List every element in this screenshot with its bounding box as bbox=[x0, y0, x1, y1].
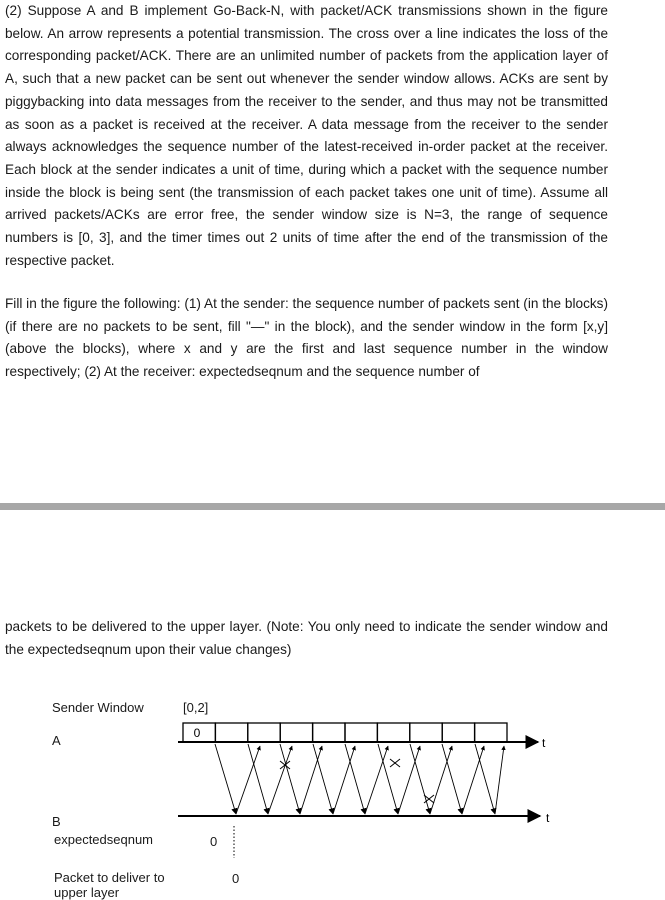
host-b-label: B bbox=[52, 814, 61, 829]
ack-arrow bbox=[300, 746, 322, 814]
initial-delivered-value: 0 bbox=[232, 871, 240, 886]
sender-time-block bbox=[280, 723, 312, 742]
sender-time-block bbox=[410, 723, 442, 742]
packet-arrow bbox=[248, 744, 268, 814]
expectedseqnum-label: expectedseqnum bbox=[54, 832, 154, 847]
packet-arrow bbox=[280, 744, 300, 814]
sender-time-block bbox=[442, 723, 474, 742]
initial-window-value: [0,2] bbox=[183, 700, 209, 715]
ack-arrow bbox=[365, 746, 388, 814]
sender-window-label: Sender Window bbox=[52, 700, 144, 715]
first-block-seq: 0 bbox=[193, 726, 201, 740]
sender-time-block bbox=[377, 723, 409, 742]
packet-arrow bbox=[215, 744, 236, 814]
packet-arrow bbox=[378, 744, 398, 814]
gbn-timing-diagram bbox=[0, 680, 665, 825]
ack-arrow bbox=[430, 746, 452, 814]
question-task-part1: Fill in the figure the following: (1) At the sender: the sequence number of packets sent (in the blocks) (if there are no packets to be sent, fill "—" in the block), and the sender window in the form [x,y] (above the blocks), where x and y are the first and last sequence number in the window respectively; (2) At the receiver: expectedseqnum and the sequence number of bbox=[5, 296, 608, 380]
packet-arrow bbox=[345, 744, 365, 814]
packet-arrow bbox=[442, 744, 462, 814]
question-task-part2: packets to be delivered to the upper layer. (Note: You only need to indicate the sender window and the expectedseqnum upon their value changes) bbox=[5, 619, 608, 657]
ack-arrow bbox=[398, 746, 420, 814]
packet-arrow bbox=[313, 744, 333, 814]
ack-arrow bbox=[236, 746, 260, 814]
receiver-time-axis-label: t bbox=[546, 811, 550, 825]
initial-expectedseqnum-value: 0 bbox=[210, 834, 218, 849]
question-intro: (2) Suppose A and B implement Go-Back-N, with packet/ACK transmissions shown in the figure below. An arrow represents a potential transmission. The cross over a line indicates the loss of the corresponding packet/ACK. There are an unlimited number of packets from the application layer of A, such that a new packet can be sent out whenever the sender window allows. ACKs are sent by piggybacking into data messages from the receiver to the sender, and thus may not be transmitted as soon as a packet is received at the receiver. A data message from the receiver to the sender always acknowledges the sequence number of the latest-received in-order packet at the receiver. Each block at the sender indicates a unit of time, during which a packet with the sequence number inside the block is being sent (the transmission of each packet takes one unit of time). Assume all arrived packets/ACKs are error free, the sender window size is N=3, the range of sequence numbers is [0, 3], and the timer times out 2 units of time after the end of the transmission of the respective packet. bbox=[5, 3, 608, 268]
packet-to-deliver-label: Packet to deliver to upper layer bbox=[54, 870, 165, 900]
page-divider bbox=[0, 503, 665, 510]
packet-arrow bbox=[410, 744, 430, 814]
sender-time-block bbox=[215, 723, 247, 742]
host-a-label: A bbox=[52, 733, 61, 748]
ack-arrow bbox=[495, 746, 504, 814]
ack-arrow bbox=[268, 746, 292, 814]
sender-time-axis-label: t bbox=[542, 736, 546, 750]
sender-time-block bbox=[475, 723, 507, 742]
sender-time-block bbox=[313, 723, 345, 742]
ack-arrow bbox=[462, 746, 484, 814]
sender-time-block bbox=[248, 723, 280, 742]
packet-arrow bbox=[475, 744, 495, 814]
ack-arrow bbox=[333, 746, 355, 814]
sender-time-block bbox=[345, 723, 377, 742]
